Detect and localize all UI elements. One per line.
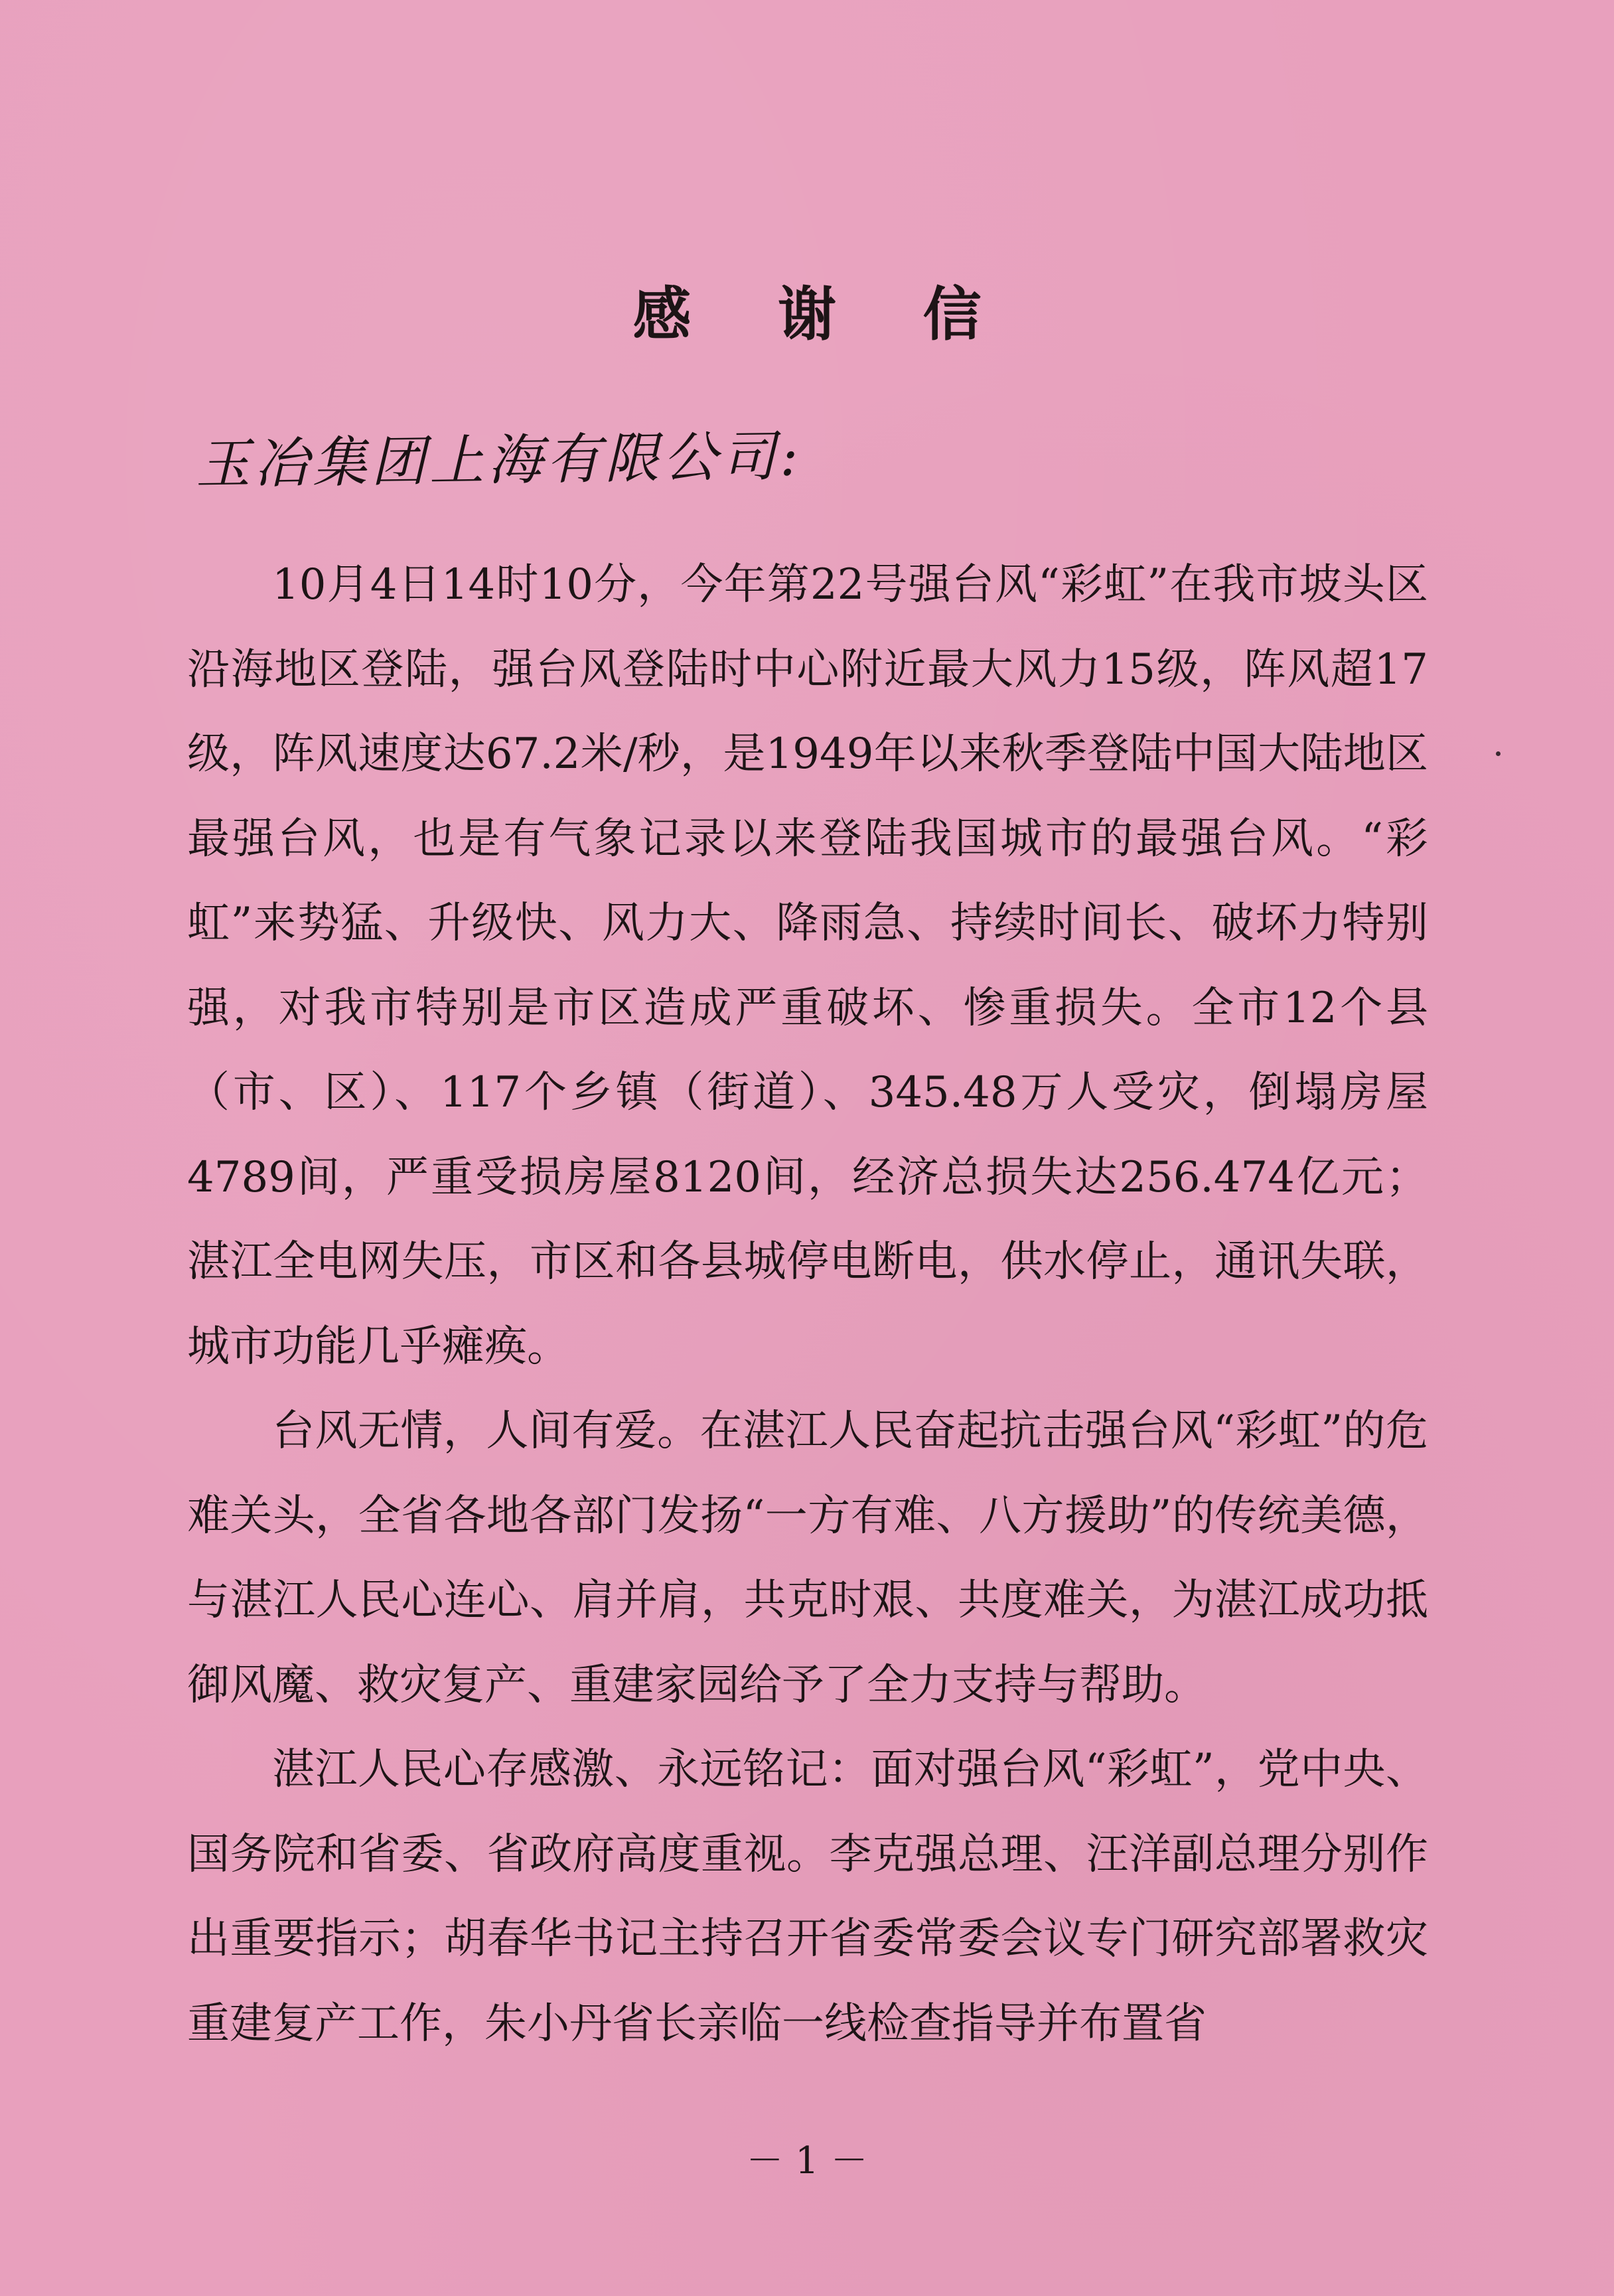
body-paragraph-3: 湛江人民心存感激、永远铭记：面对强台风“彩虹”，党中央、国务院和省委、省政府高度重视。李克强总理、汪洋副总理分别作出重要指示；胡春华书记主持召开省委常委会议专门研究部署救灾重建复产工作，朱小丹省长亲临一线检查指导并布置省 — [187, 1745, 1428, 2048]
paper-speck — [1496, 751, 1501, 756]
letter-title: 感 谢 信 — [632, 280, 1015, 348]
page-number: － 1 － — [746, 2139, 868, 2182]
body-paragraph-2: 台风无情，人间有爱。在湛江人民奋起抗击强台风“彩虹”的危难关头，全省各地各部门发扬“一方有难、八方援助”的传统美德，与湛江人民心连心、肩并肩，共克时艰、共度难关，为湛江成功抵御风魔、救灾复产、重建家园给予了全力支持与帮助。 — [187, 1407, 1428, 1710]
letter-body — [187, 543, 1428, 2066]
handwritten-salutation: 玉冶集团上海有限公司: — [195, 425, 803, 497]
body-paragraph-1: 10月4日14时10分，今年第22号强台风“彩虹”在我市坡头区沿海地区登陆，强台风登陆时中心附近最大风力15级，阵风超17级，阵风速度达67.2米/秒，是1949年以来秋季登陆中国大陆地区最强台风，也是有气象记录以来登陆我国城市的最强台风。“彩虹”来势猛、升级快、风力大、降雨急、持续时间长、破坏力特别强，对我市特别是市区造成严重破坏、惨重损失。全市12个县（市、区）、117个乡镇（街道）、345.48万人受灾，倒塌房屋4789间，严重受损房屋8120间，经济总损失达256.474亿元；湛江全电网失压，市区和各县城停电断电，供水停止，通讯失联，城市功能几乎瘫痪。 — [187, 560, 1428, 1371]
